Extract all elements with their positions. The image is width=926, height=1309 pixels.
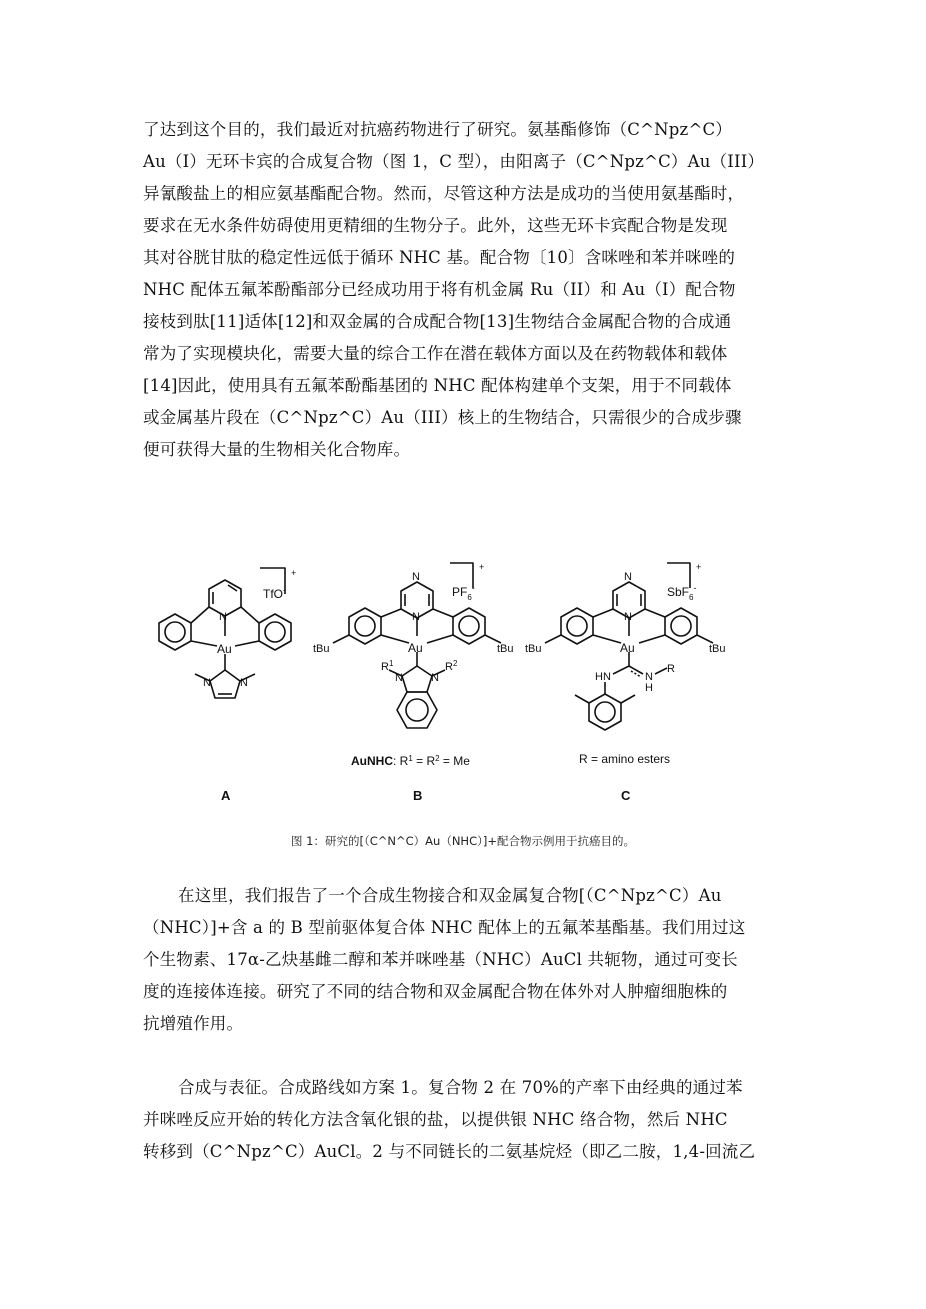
aryl-ring (561, 608, 593, 644)
tbu-label: tBu (709, 643, 726, 655)
imidazole-ring (402, 666, 432, 692)
amino-ester-note: R = amino esters (579, 752, 671, 766)
compound-label-c: C (621, 788, 631, 803)
atom-n: N (645, 671, 653, 683)
phenyl-ring (159, 614, 191, 650)
metal-au: Au (217, 642, 232, 656)
counterion-label: SbF$_6$- (667, 583, 697, 602)
atom-n: N (431, 672, 439, 684)
atom-n: N (624, 571, 632, 583)
paragraph-3 (143, 1072, 789, 1168)
text-line: 并咪唑反应开始的转化方法含氧化银的盐，以提供银 NHC 络合物，然后 NHC (143, 1110, 728, 1129)
text-line: NHC 配体五氟苯酚酯部分已经成功用于将有机金属 Ru（II）和 Au（I）配合物 (143, 280, 736, 299)
tbu-label: tBu (525, 643, 542, 655)
atom-n: N (203, 677, 211, 689)
phenyl-ring (259, 614, 291, 650)
figure-1 (145, 548, 755, 818)
r2-label: $R^2$ (445, 659, 458, 673)
atom-n: N (219, 611, 227, 623)
charge-plus: + (479, 562, 485, 572)
charge-plus: + (291, 568, 297, 578)
text-line: 度的连接体连接。研究了不同的结合物和双金属配合物在体外对人肿瘤细胞株的 (143, 982, 728, 1001)
text-line: 转移到（C^Npz^C）AuCl。2 与不同链长的二氨基烷烃（即乙二胺，1,4-回流乙 (143, 1142, 756, 1161)
atom-n: N (395, 672, 403, 684)
r1-label: $R^1$ (381, 659, 394, 673)
text-line: （NHC）]+含 a 的 B 型前驱体复合体 NHC 配体上的五氟苯基酯基。我们用过这 (143, 918, 746, 937)
tbu-label: tBu (313, 643, 330, 655)
benzo-ring (397, 692, 437, 728)
text-line: 便可获得大量的生物相关化合物库。 (143, 440, 411, 459)
text-line: 了达到这个目的，我们最近对抗癌药物进行了研究。氨基酯修饰（C^Npz^C） (143, 120, 732, 139)
text-line: 个生物素、17α-乙炔基雌二醇和苯并咪唑基（NHC）AuCl 共轭物，通过可变长 (143, 950, 738, 969)
compound-label-b: B (413, 788, 423, 803)
aunhc-note: AuNHC: $R^1 = R^2 = Me$ (351, 754, 470, 768)
text-line: 在这里，我们报告了一个合成生物接合和双金属复合物[（C^Npz^C）Au (178, 886, 722, 905)
metal-au: Au (408, 641, 423, 655)
text-line: 常为了实现模块化，需要大量的综合工作在潜在载体方面以及在药物载体和载体 (143, 344, 728, 363)
atom-n: N (412, 571, 420, 583)
counterion-label: $PF_6^-$ (452, 583, 475, 602)
aryl-ring (349, 608, 381, 644)
text-line: 其对谷胱甘肽的稳定性远低于循环 NHC 基。配合物〔10〕含咪唑和苯并咪唑的 (143, 248, 736, 267)
aryl-ring (453, 608, 485, 644)
text-line: 异氰酸盐上的相应氨基酯配合物。然而，尽管这种方法是成功的当使用氨基酯时， (143, 184, 745, 203)
atom-n: N (624, 611, 632, 623)
aryl-ring (665, 608, 697, 644)
metal-au: Au (620, 641, 635, 655)
structures-svg (145, 548, 755, 818)
text-line: [14]因此，使用具有五氟苯酚酯基团的 NHC 配体构建单个支架，用于不同载体 (143, 376, 732, 395)
paragraph-2 (143, 880, 789, 1040)
text-line: 合成与表征。合成路线如方案 1。复合物 2 在 70%的产率下由经典的通过苯 (178, 1078, 743, 1097)
text-line: Au（I）无环卡宾的合成复合物（图 1，C 型），由阳离子（C^Npz^C）Au（III） (143, 152, 765, 171)
hn-label: HN (595, 671, 611, 683)
text-line: 或金属基片段在（C^Npz^C）Au（III）核上的生物结合，只需很少的合成步骤 (143, 408, 742, 427)
xylyl-ring (589, 694, 621, 730)
tbu-label: tBu (497, 643, 514, 655)
atom-n: N (412, 611, 420, 623)
text-line: 接枝到肽[11]适体[12]和双金属的合成配合物[13]生物结合金属配合物的合成通 (143, 312, 732, 331)
charge-plus: + (696, 562, 702, 572)
text-line: 要求在无水条件妨碍使用更精细的生物分子。此外，这些无环卡宾配合物是发现 (143, 216, 728, 235)
text-line: 抗增殖作用。 (143, 1014, 244, 1033)
paragraph-1 (143, 114, 789, 466)
figure-caption: 图 1：研究的[（C^N^C）Au（NHC）]+配合物示例用于抗癌目的。 (291, 834, 635, 848)
counterion-label: TfO- (263, 585, 286, 601)
atom-n: N (240, 677, 248, 689)
r-label: R (667, 663, 675, 675)
compound-label-a: A (221, 788, 231, 803)
h-label: H (645, 682, 653, 694)
